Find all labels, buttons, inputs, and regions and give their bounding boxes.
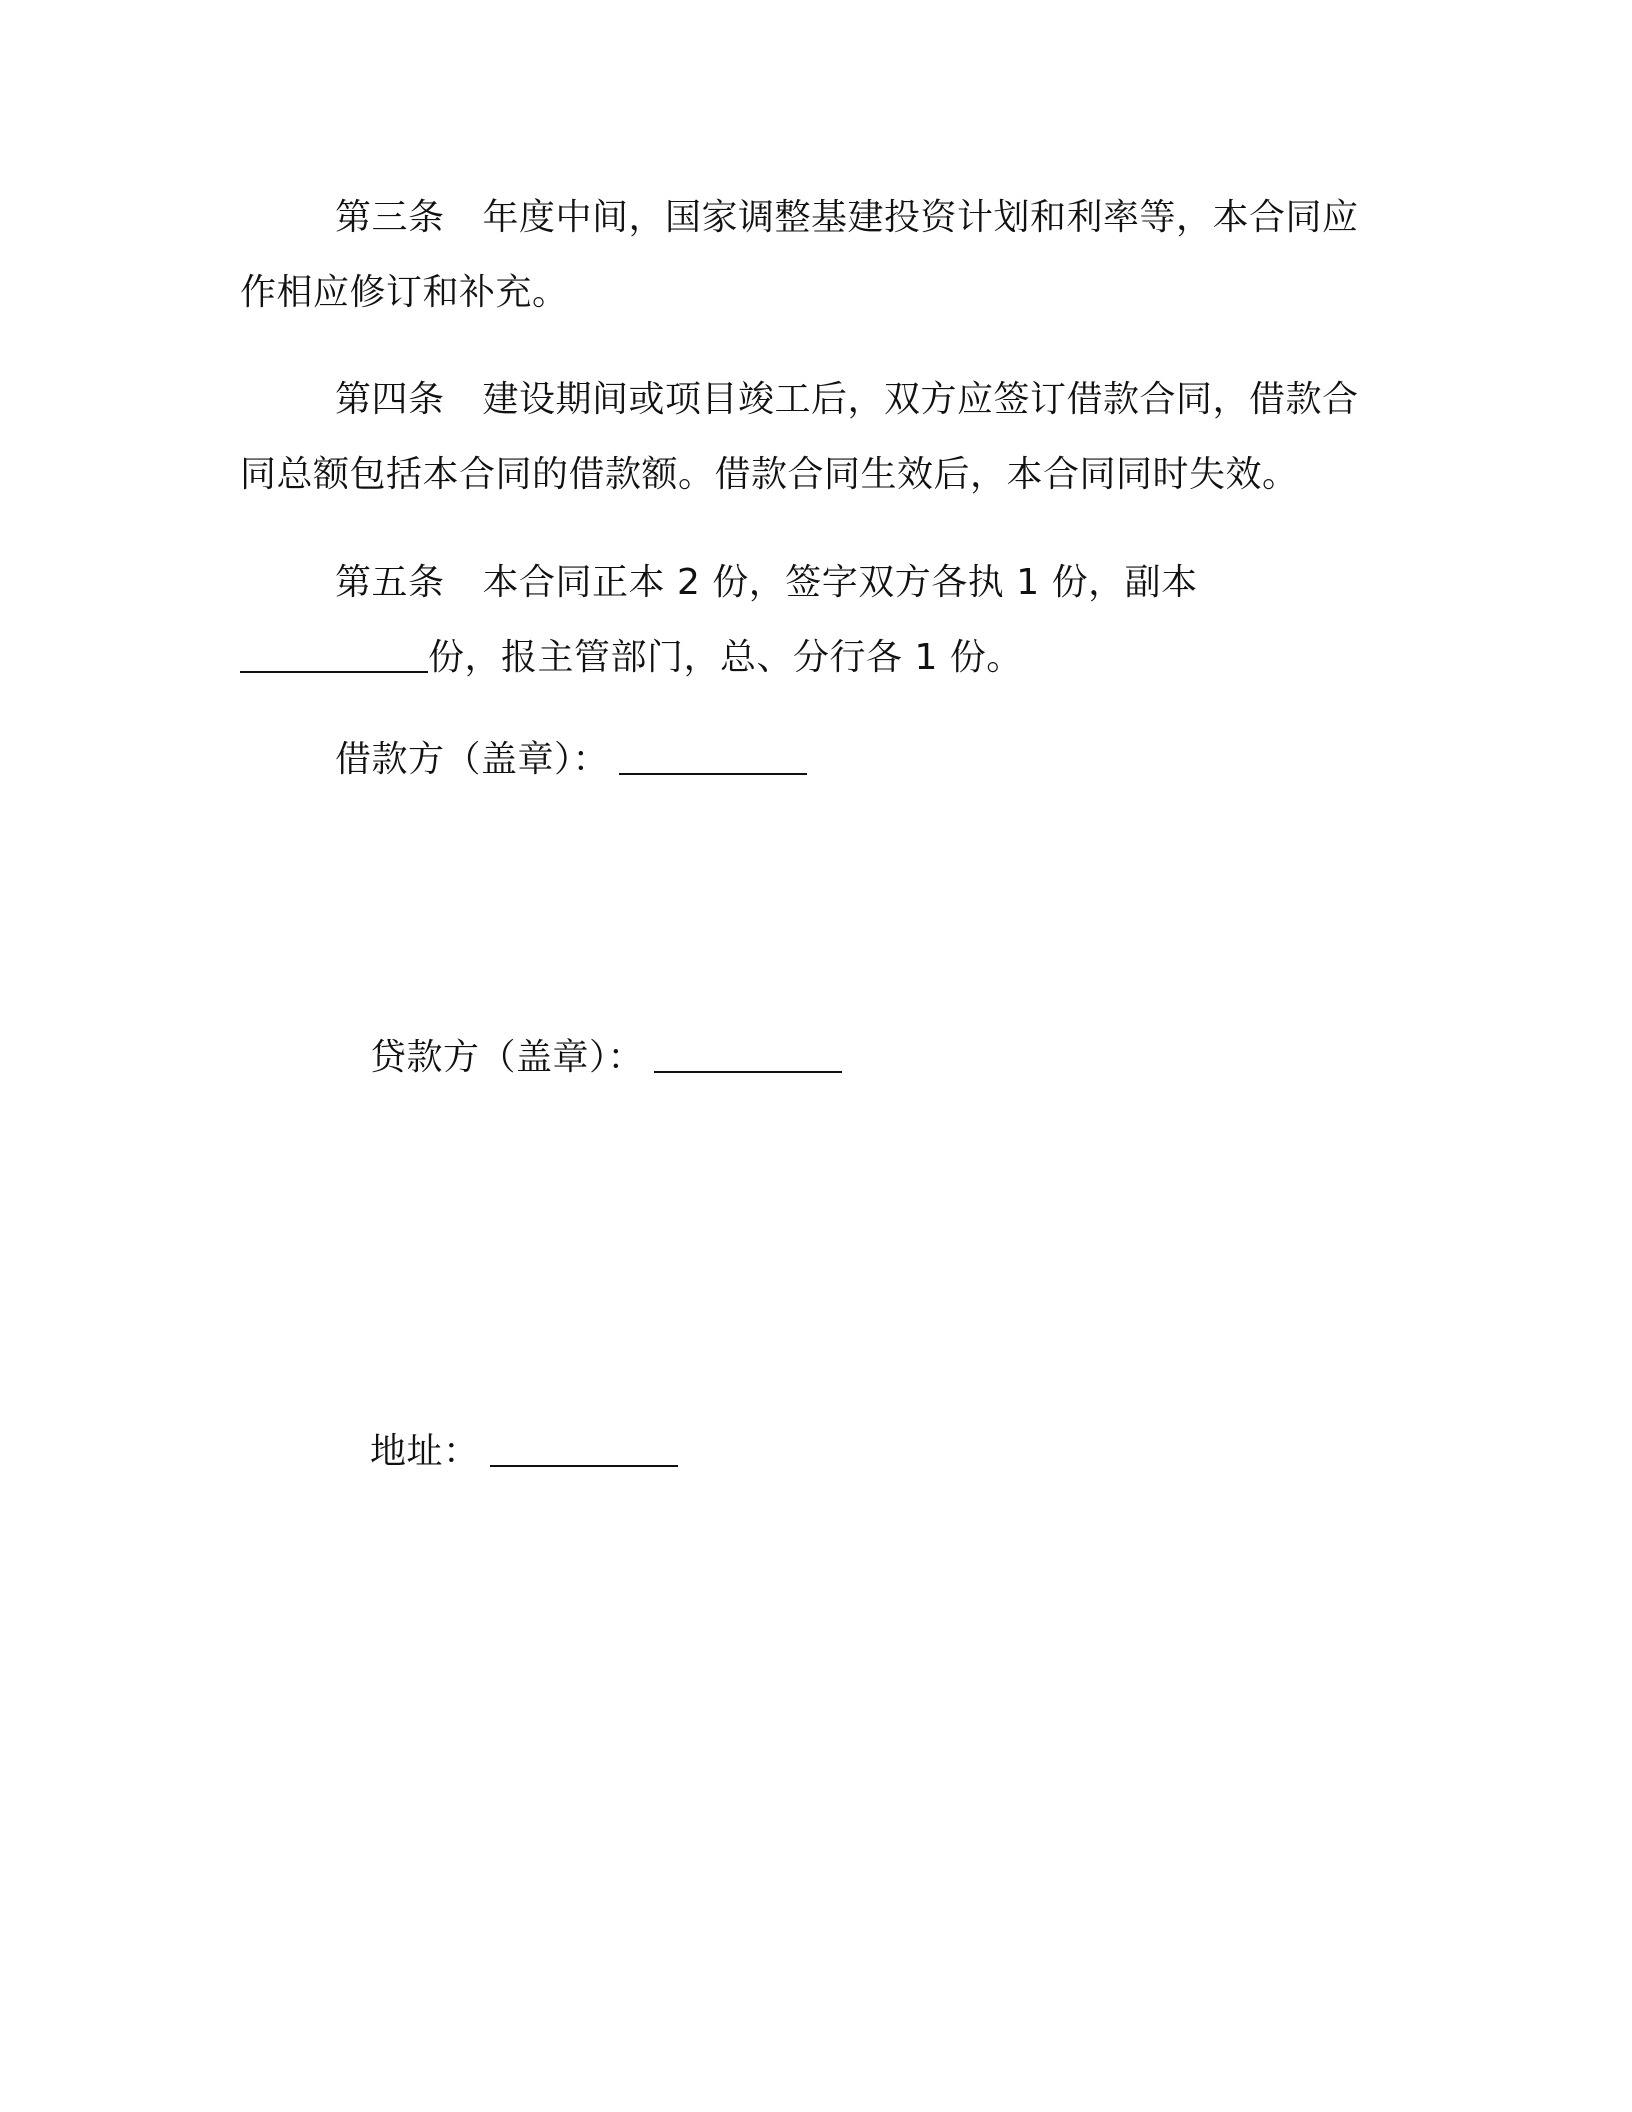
article-5-text-before: 本合同正本 2 份，签字双方各执 1 份，副本 — [482, 562, 1198, 603]
article-3-number: 第三条 — [335, 197, 445, 238]
article-5-text-after: 份，报主管部门，总、分行各 1 份。 — [428, 637, 1023, 678]
article-3-text: 年度中间，国家调整基建投资计划和利率等，本合同应作相应修订和补充。 — [240, 197, 1359, 313]
article-3 — [240, 180, 1385, 330]
article-4-text: 建设期间或项目竣工后，双方应签订借款合同，借款合同总额包括本合同的借款额。借款合同生效后，本合同同时失效。 — [240, 379, 1359, 495]
article-5-number: 第五条 — [335, 562, 445, 603]
borrower-signature-line — [335, 735, 807, 785]
lender-label: 贷款方（盖章）： — [370, 1037, 645, 1078]
borrower-label: 借款方（盖章）： — [335, 739, 610, 780]
lender-blank-field[interactable] — [654, 1035, 842, 1073]
address-label: 地址： — [370, 1431, 480, 1472]
article-5 — [240, 545, 1385, 695]
article-4-number: 第四条 — [335, 379, 445, 420]
address-line — [370, 1427, 678, 1477]
borrower-blank-field[interactable] — [619, 737, 807, 775]
article-4 — [240, 362, 1385, 512]
lender-signature-line — [370, 1033, 842, 1083]
copies-blank-field[interactable] — [240, 635, 428, 673]
address-blank-field[interactable] — [490, 1429, 678, 1467]
